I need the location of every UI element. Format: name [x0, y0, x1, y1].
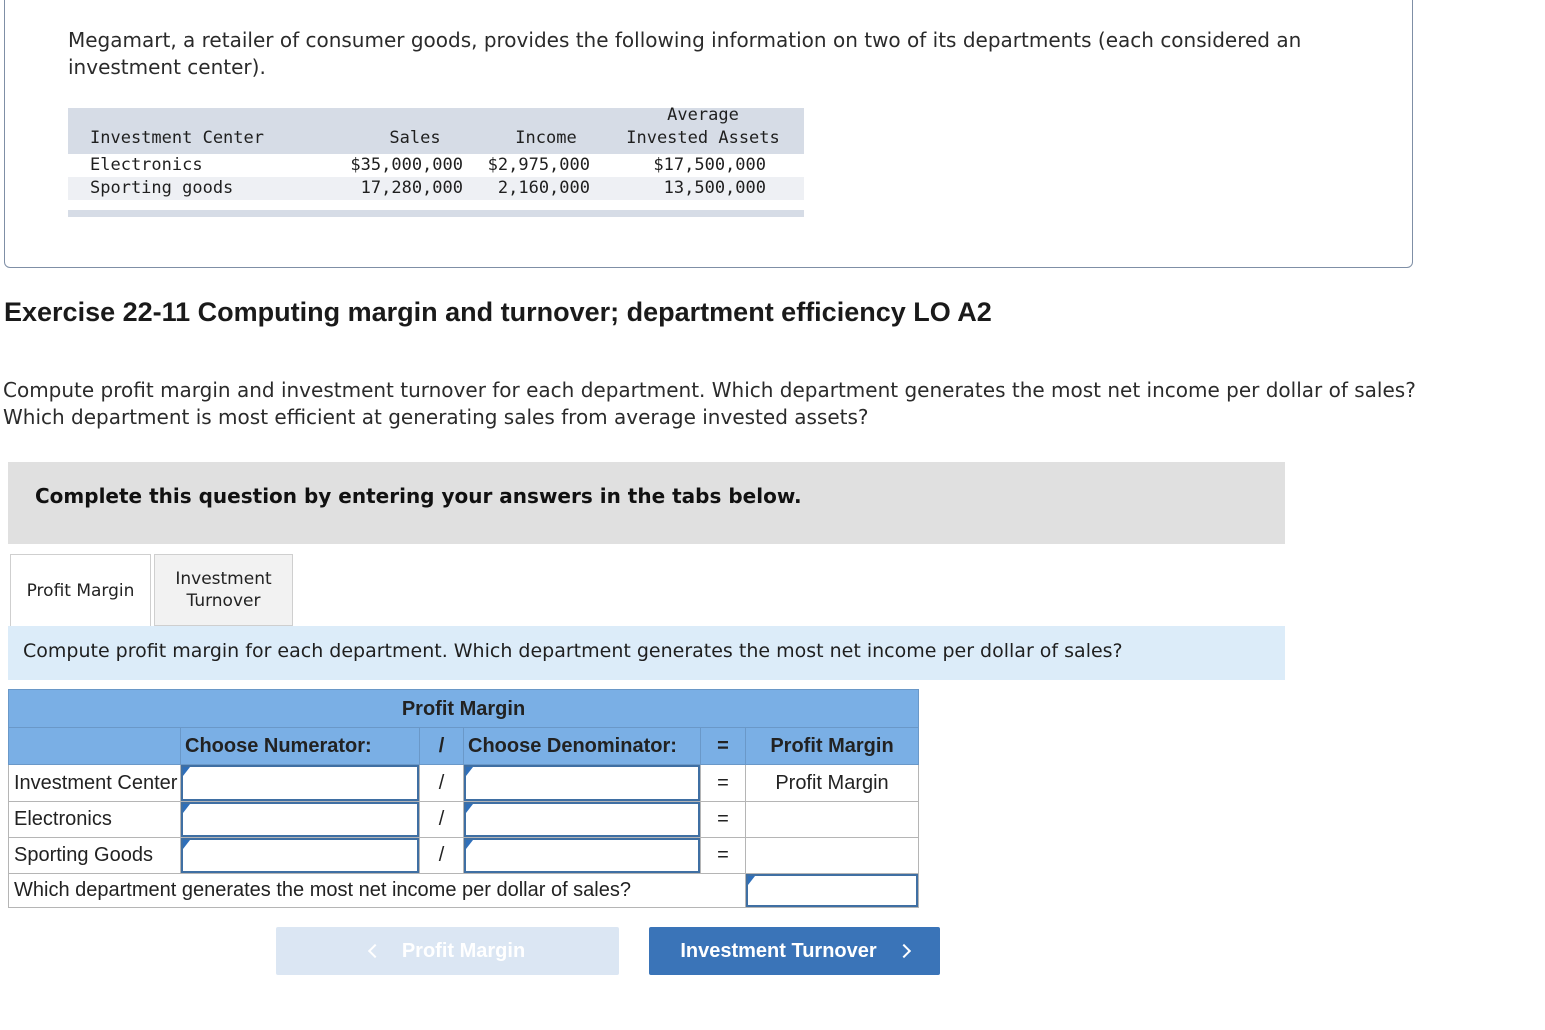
which-department-question: Which department generates the most net income per dollar of sales?	[14, 879, 631, 901]
grid-row-investment-center	[8, 765, 919, 802]
department-answer-dropdown[interactable]	[746, 874, 918, 907]
chevron-left-icon	[368, 944, 382, 958]
tab-label: Investment Turnover	[175, 569, 272, 611]
header-investment-center: Investment Center	[90, 128, 264, 148]
header-divide: /	[419, 728, 463, 764]
numerator-cell	[180, 765, 419, 801]
header-sales: Sales	[389, 128, 441, 148]
tab-label: Profit Margin	[26, 580, 135, 601]
numerator-cell	[180, 802, 419, 837]
row-sales: $35,000,000	[350, 155, 463, 175]
equals-sign: =	[700, 838, 745, 873]
intro-text: Megamart, a retailer of consumer goods, provides the following information on two of its departments (each considered an investment center).	[68, 28, 1302, 79]
result-cell	[745, 802, 918, 837]
header-result: Profit Margin	[745, 728, 918, 764]
row-assets: 13,500,000	[663, 178, 766, 198]
data-table-header	[68, 105, 804, 154]
next-button-label: Investment Turnover	[680, 939, 877, 962]
header-denominator: Choose Denominator:	[463, 728, 700, 764]
divide-sign: /	[419, 765, 463, 801]
profit-margin-grid	[8, 689, 919, 908]
tab-instruction	[8, 626, 1285, 680]
grid-row-which-department	[8, 874, 919, 908]
header-equals: =	[700, 728, 745, 764]
numerator-dropdown[interactable]	[181, 765, 419, 801]
divide-sign: /	[419, 802, 463, 837]
tab-profit-margin[interactable]	[10, 554, 151, 626]
grid-row-sporting-goods	[8, 838, 919, 874]
complete-note: Complete this question by entering your answers in the tabs below.	[35, 484, 802, 508]
data-table-footer	[68, 210, 804, 217]
data-row-electronics	[68, 154, 804, 177]
header-income: Income	[515, 128, 577, 148]
data-row-sporting-goods	[68, 177, 804, 200]
header-invested-assets: Invested Assets	[626, 128, 780, 148]
next-tab-button[interactable]	[649, 927, 940, 975]
numerator-cell	[180, 838, 419, 873]
prev-button-label: Profit Margin	[401, 939, 526, 962]
denominator-dropdown[interactable]	[464, 838, 700, 873]
header-average: Average	[667, 105, 739, 125]
info-panel	[4, 0, 1413, 268]
row-label: Investment Center	[14, 771, 178, 794]
question-text: Compute profit margin and investment turnover for each department. Which department generates the most net income per dollar of sales? Which department is most efficient at generating sales from average invested assets?	[3, 378, 1416, 429]
row-center: Electronics	[90, 155, 203, 175]
denominator-cell	[463, 765, 700, 801]
equals-sign: =	[700, 802, 745, 837]
denominator-dropdown[interactable]	[464, 765, 700, 801]
header-label-cell	[9, 728, 180, 764]
row-income: 2,160,000	[497, 178, 590, 198]
row-assets: $17,500,000	[653, 155, 766, 175]
header-numerator: Choose Numerator:	[180, 728, 419, 764]
grid-header-row	[8, 728, 919, 765]
exercise-title: Exercise 22-11 Computing margin and turnover; department efficiency LO A2	[4, 297, 992, 327]
denominator-cell	[463, 802, 700, 837]
prev-tab-button[interactable]	[276, 927, 619, 975]
row-center: Sporting goods	[90, 178, 234, 198]
numerator-dropdown[interactable]	[181, 802, 419, 837]
denominator-cell	[463, 838, 700, 873]
instructions-banner	[8, 462, 1285, 544]
result-label: Profit Margin	[745, 765, 918, 801]
instruction-text: Compute profit margin for each department. Which department generates the most net income per dollar of sales?	[23, 640, 1123, 662]
result-cell	[745, 838, 918, 873]
numerator-dropdown[interactable]	[181, 838, 419, 873]
grid-title: Profit Margin	[8, 689, 919, 728]
divide-sign: /	[419, 838, 463, 873]
grid-row-electronics	[8, 802, 919, 838]
answer-cell	[745, 874, 918, 907]
investment-data-table	[68, 105, 804, 217]
equals-sign: =	[700, 765, 745, 801]
chevron-right-icon	[897, 944, 911, 958]
row-income: $2,975,000	[487, 155, 590, 175]
row-label: Electronics	[14, 808, 112, 830]
row-label: Sporting Goods	[14, 844, 153, 866]
denominator-dropdown[interactable]	[464, 802, 700, 837]
tab-investment-turnover[interactable]	[154, 554, 293, 626]
row-sales: 17,280,000	[360, 178, 463, 198]
